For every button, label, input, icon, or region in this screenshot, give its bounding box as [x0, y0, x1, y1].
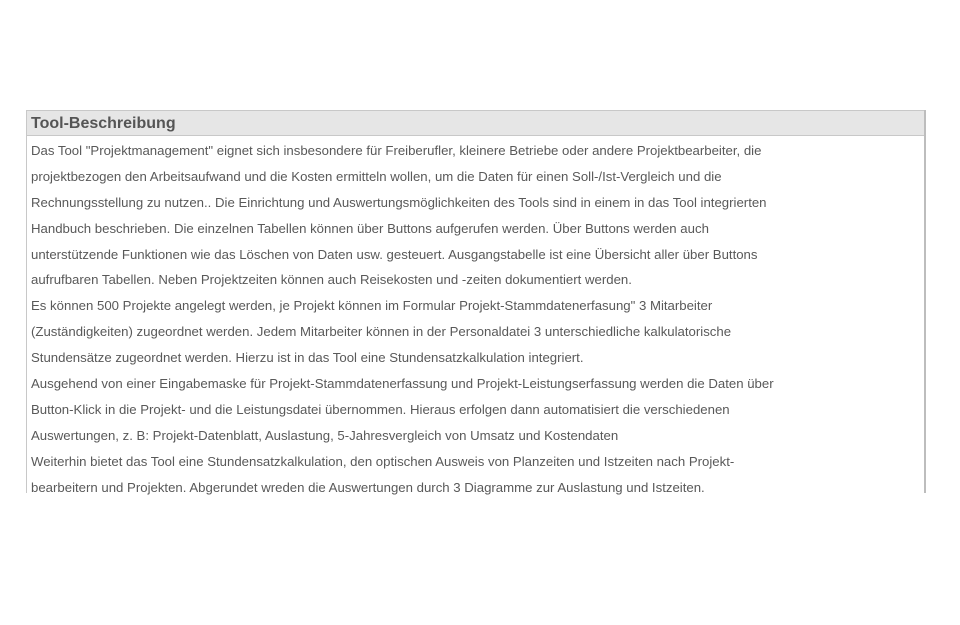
- description-line: Es können 500 Projekte angelegt werden, je Projekt können im Formular Projekt-Stammdatenerfasung" 3 Mitarbeiter: [31, 298, 713, 314]
- description-line: aufrufbaren Tabellen. Neben Projektzeiten können auch Reisekosten und -zeiten dokumentiert werden.: [31, 272, 632, 288]
- description-line: Button-Klick in die Projekt- und die Leistungsdatei übernommen. Hieraus erfolgen dann automatisiert die verschiedenen: [31, 401, 730, 417]
- description-line: Das Tool "Projektmanagement" eignet sich insbesondere für Freiberufler, kleinere Betriebe oder andere Projektbearbeiter, die: [31, 143, 762, 158]
- description-line: Ausgehend von einer Eingabemaske für Projekt-Stammdatenerfassung und Projekt-Leistungserfassung werden die Daten über: [31, 376, 774, 392]
- tool-description-panel: [26, 110, 926, 493]
- description-line: unterstützende Funktionen wie das Löschen von Daten usw. gesteuert. Ausgangstabelle ist eine Übersicht aller über Buttons: [31, 246, 758, 262]
- description-line: Weiterhin bietet das Tool eine Stundensatzkalkulation, den optischen Ausweis von Planzeiten und Istzeiten nach Projekt-: [31, 453, 735, 469]
- description-line: Stundensätze zugeordnet werden. Hierzu ist in das Tool eine Stundensatzkalkulation integriert.: [31, 350, 584, 366]
- description-line: Handbuch beschrieben. Die einzelnen Tabellen können über Buttons aufgerufen werden. Über Buttons werden auch: [31, 220, 709, 236]
- description-line: Auswertungen, z. B: Projekt-Datenblatt, Auslastung, 5-Jahresvergleich von Umsatz und Kostendaten: [31, 427, 619, 443]
- description-body: [27, 136, 924, 500]
- description-line: Rechnungsstellung zu nutzen.. Die Einrichtung und Auswertungsmöglichkeiten des Tools sind in einem in das Tool integrierten: [31, 194, 767, 210]
- section-title: Tool-Beschreibung: [27, 110, 924, 136]
- description-line: projektbezogen den Arbeitsaufwand und die Kosten ermitteln wollen, um die Daten für einen Soll-/Ist-Vergleich und die: [31, 168, 722, 184]
- description-line: (Zuständigkeiten) zugeordnet werden. Jedem Mitarbeiter können in der Personaldatei 3 unterschiedliche kalkulatorische: [31, 324, 732, 340]
- description-line: bearbeitern und Projekten. Abgerundet wreden die Auswertungen durch 3 Diagramme zur Auslastung und Istzeiten.: [31, 479, 705, 495]
